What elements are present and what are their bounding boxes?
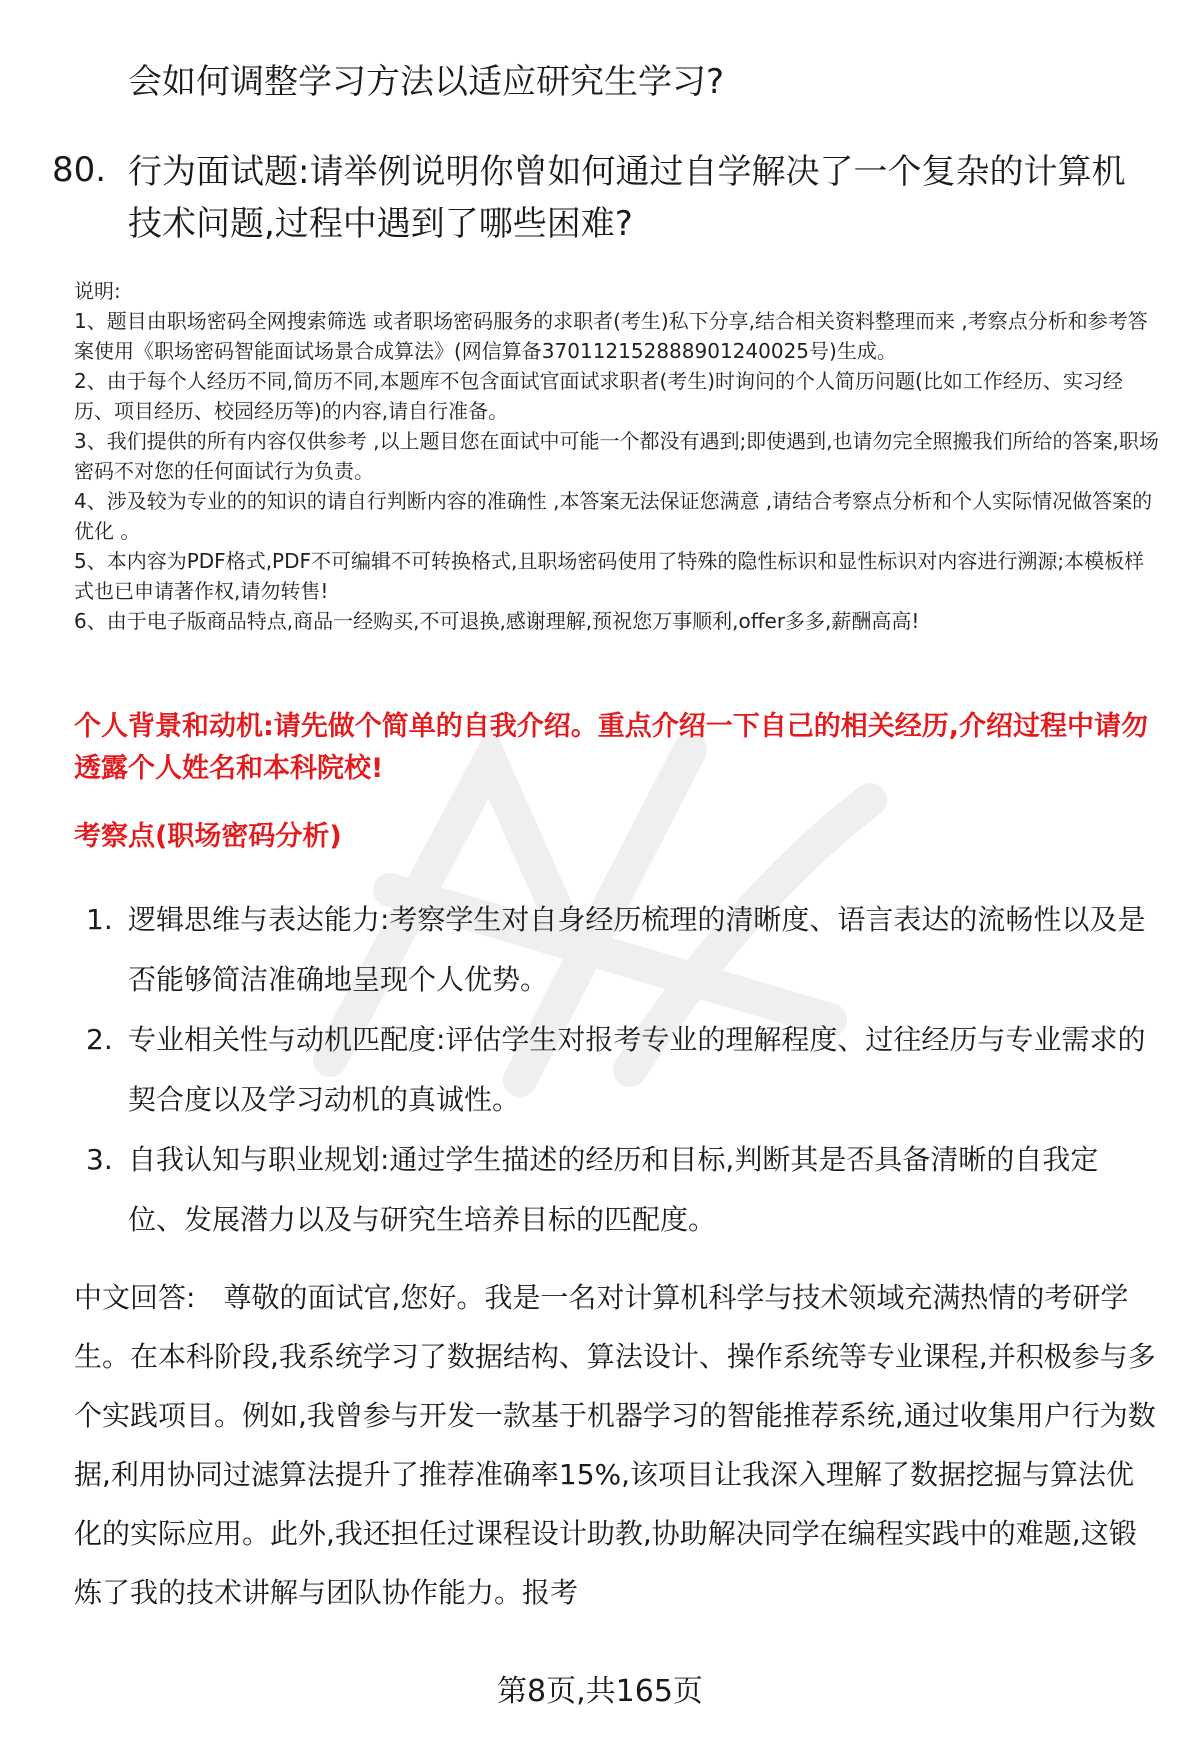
list-item <box>74 890 1154 1010</box>
point-text: 逻辑思维与表达能力:考察学生对自身经历梳理的清晰度、语言表达的流畅性以及是否能够简洁准确地呈现个人优势。 <box>128 903 1146 996</box>
point-text: 自我认知与职业规划:通过学生描述的经历和目标,判断其是否具备清晰的自我定位、发展潜力以及与研究生培养目标的匹配度。 <box>128 1143 1099 1236</box>
notes-title: 说明: <box>74 279 121 303</box>
note-item: 2、由于每个人经历不同,简历不同,本题库不包含面试官面试求职者(考生)时询问的个人简历问题(比如工作经历、实习经历、项目经历、校园经历等)的内容,请自行准备。 <box>74 369 1123 423</box>
point-text: 专业相关性与动机匹配度:评估学生对报考专业的理解程度、过往经历与专业需求的契合度以及学习动机的真诚性。 <box>128 1023 1146 1116</box>
answer-paragraph <box>74 1268 1159 1622</box>
question-continuation: 会如何调整学习方法以适应研究生学习? <box>128 62 725 102</box>
point-number: 1. <box>86 903 113 936</box>
notes-block <box>74 276 1159 636</box>
analysis-heading: 考察点(职场密码分析) <box>74 821 342 852</box>
point-number: 3. <box>86 1143 113 1176</box>
question-number: 80. <box>52 150 107 190</box>
question-text: 行为面试题:请举例说明你曾如何通过自学解决了一个复杂的计算机技术问题,过程中遇到了哪些困难? <box>128 152 1126 244</box>
note-item: 1、题目由职场密码全网搜索筛选 或者职场密码服务的求职者(考生)私下分享,结合相关资料整理而来 ,考察点分析和参考答案使用《职场密码智能面试场景合成算法》(网信算备370112152888901240025号)生成。 <box>74 309 1148 363</box>
page-footer: 第8页,共165页 <box>497 1674 703 1709</box>
list-item <box>74 1010 1154 1130</box>
section-heading: 个人背景和动机:请先做个简单的自我介绍。重点介绍一下自己的相关经历,介绍过程中请勿透露个人姓名和本科院校! <box>74 711 1149 784</box>
answer-text: 尊敬的面试官,您好。我是一名对计算机科学与技术领域充满热情的考研学生。在本科阶段,我系统学习了数据结构、算法设计、操作系统等专业课程,并积极参与多个实践项目。例如,我曾参与开发一款基于机器学习的智能推荐系统,通过收集用户行为数据,利用协同过滤算法提升了推荐准确率15%,该项目让我深入理解了数据挖掘与算法优化的实际应用。此外,我还担任过课程设计助教,协助解决同学在编程实践中的难题,这锻炼了我的技术讲解与团队协作能力。报考 <box>74 1281 1156 1609</box>
note-item: 6、由于电子版商品特点,商品一经购买,不可退换,感谢理解,预祝您万事顺利,offer多多,薪酬高高! <box>74 609 920 633</box>
note-item: 5、本内容为PDF格式,PDF不可编辑不可转换格式,且职场密码使用了特殊的隐性标识和显性标识对内容进行溯源;本模板样式也已申请著作权,请勿转售! <box>74 549 1145 603</box>
note-item: 4、涉及较为专业的的知识的请自行判断内容的准确性 ,本答案无法保证您满意 ,请结合考察点分析和个人实际情况做答案的优化 。 <box>74 489 1153 543</box>
analysis-points <box>74 890 1154 1250</box>
answer-label: 中文回答: <box>74 1281 196 1314</box>
note-item: 3、我们提供的所有内容仅供参考 ,以上题目您在面试中可能一个都没有遇到;即使遇到,也请勿完全照搬我们所给的答案,职场密码不对您的任何面试行为负责。 <box>74 429 1159 483</box>
list-item <box>74 1130 1154 1250</box>
point-number: 2. <box>86 1023 113 1056</box>
